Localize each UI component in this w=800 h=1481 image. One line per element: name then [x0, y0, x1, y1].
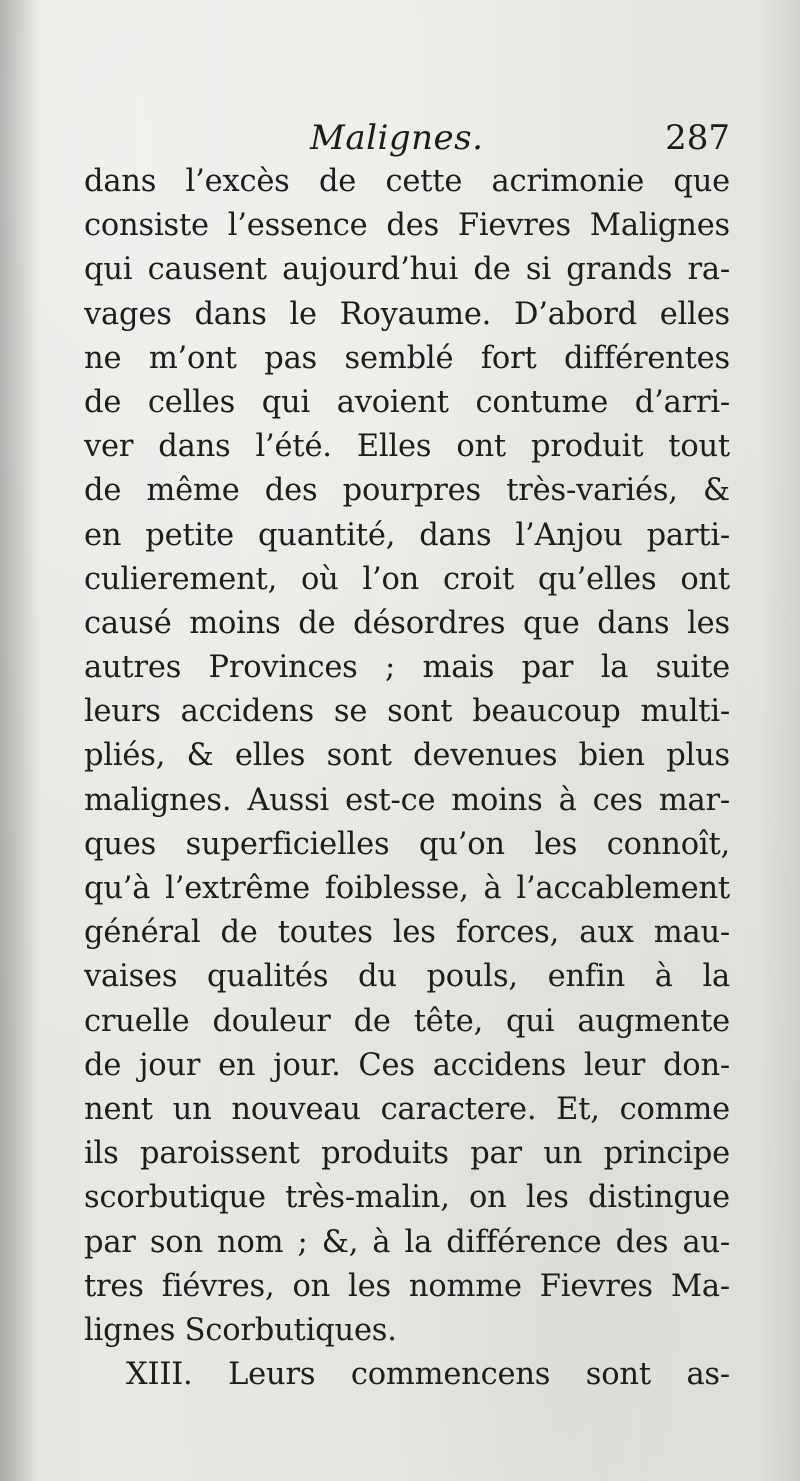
- text-line: ver dans l’été. Elles ont produit tout: [84, 429, 730, 465]
- text-line: cruelle douleur de tête, qui augmente: [84, 1003, 730, 1039]
- text-line: ne m’ont pas semblé fort différentes: [84, 340, 730, 376]
- running-title: Malignes.: [310, 118, 484, 158]
- text-line: pliés, & elles sont devenues bien plus: [84, 738, 730, 774]
- text-line: culierement, où l’on croit qu’elles ont: [84, 561, 730, 597]
- text-line: par son nom ; &, à la différence des au-: [84, 1224, 730, 1260]
- text-line: leurs accidens se sont beaucoup multi-: [84, 694, 730, 730]
- text-line: nent un nouveau caractere. Et, comme: [84, 1091, 730, 1127]
- text-line: de celles qui avoient contume d’arri-: [84, 384, 730, 420]
- text-line: général de toutes les forces, aux mau-: [84, 915, 730, 951]
- text-line: causé moins de désordres que dans les: [84, 605, 730, 641]
- text-line: dans l’excès de cette acrimonie que: [84, 164, 730, 199]
- text-line: ils paroissent produits par un principe: [84, 1136, 730, 1172]
- text-line: ques superficielles qu’on les connoît,: [84, 826, 730, 862]
- text-line: scorbutique très-malin, on les distingue: [84, 1180, 730, 1216]
- text-line: tres fiévres, on les nomme Fievres Ma-: [84, 1268, 730, 1304]
- text-line: vages dans le Royaume. D’abord elles: [84, 296, 730, 332]
- text-line: de jour en jour. Ces accidens leur don-: [84, 1047, 730, 1083]
- text-line: de même des pourpres très-variés, &: [84, 473, 730, 509]
- text-line: en petite quantité, dans l’Anjou parti-: [84, 517, 730, 553]
- text-line: consiste l’essence des Fievres Malignes: [84, 208, 730, 244]
- text-line: autres Provinces ; mais par la suite: [84, 650, 730, 686]
- text-line: vaises qualités du pouls, enfin à la: [84, 959, 730, 995]
- body-text: [84, 160, 730, 1397]
- text-line: qu’à l’extrême foiblesse, à l’accablement: [84, 871, 730, 906]
- page-number: 287: [665, 118, 730, 158]
- gutter-shadow: [0, 0, 40, 1481]
- text-line: malignes. Aussi est-ce moins à ces mar-: [84, 782, 730, 818]
- text-line: qui causent aujourd’hui de si grands ra-: [84, 252, 730, 288]
- text-line: lignes Scorbutiques.: [84, 1312, 397, 1348]
- section-start-line: XIII. Leurs commencens sont as-: [126, 1357, 730, 1393]
- page-header: [84, 112, 730, 164]
